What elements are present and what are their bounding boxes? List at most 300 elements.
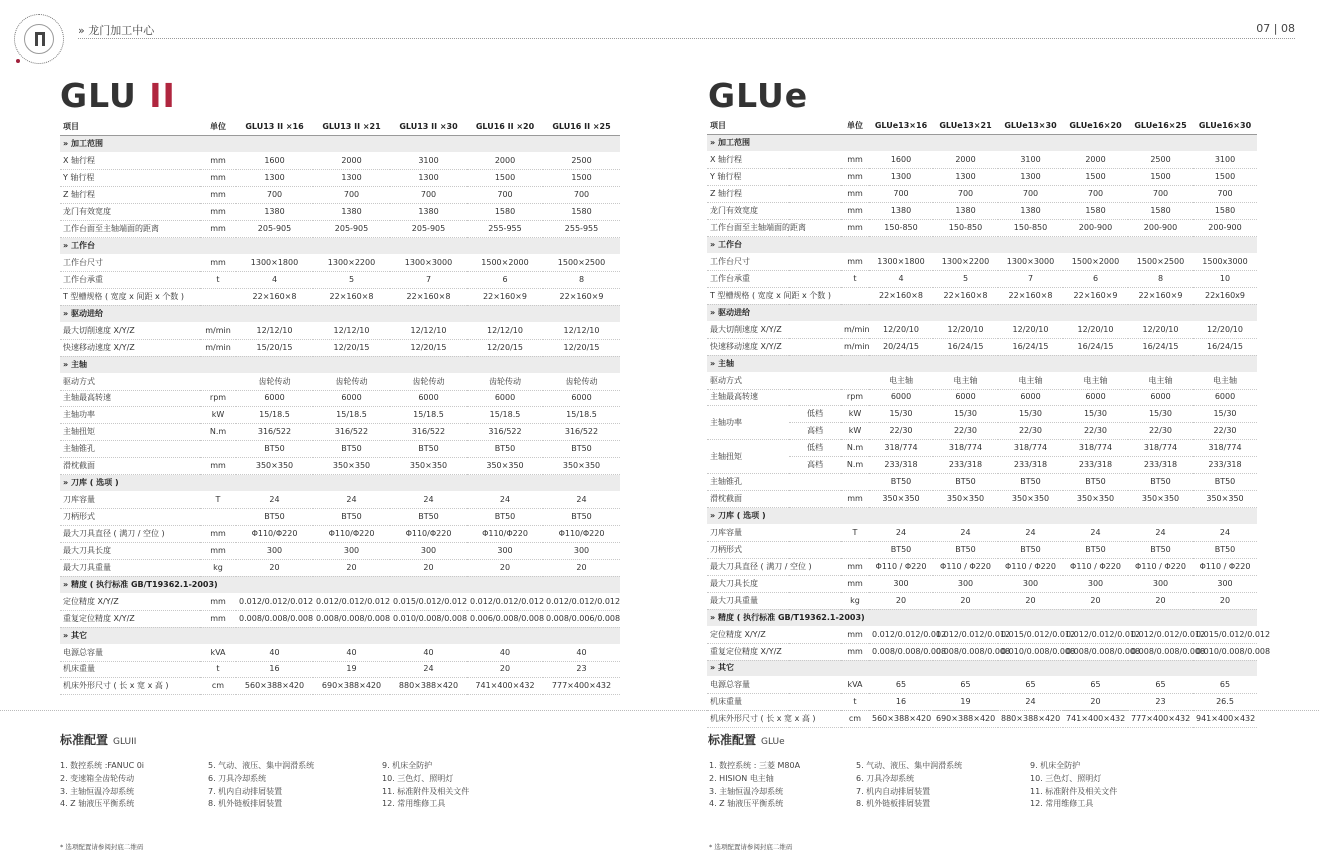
table-cell: 200-900 <box>1128 220 1193 237</box>
table-cell: 电主轴 <box>1128 372 1193 389</box>
section-label: » 精度 ( 执行标准 GB/T19362.1-2003) <box>707 609 1257 626</box>
table-cell: 318/774 <box>933 440 998 457</box>
table-cell: 7 <box>998 270 1063 287</box>
table-cell: 5 <box>933 270 998 287</box>
table-cell: 6000 <box>1128 389 1193 406</box>
table-row <box>707 372 1257 389</box>
table-cell: 6 <box>467 271 543 288</box>
list-item: 10. 三色灯、照明灯 <box>382 773 454 783</box>
company-logo <box>14 14 64 64</box>
table-cell: 233/318 <box>869 457 933 474</box>
table-cell: 24 <box>869 525 933 542</box>
table-cell: 20 <box>390 559 467 576</box>
table-cell: 560×388×420 <box>236 678 313 695</box>
table-cell: Φ110 / Φ220 <box>933 558 998 575</box>
table-cell: 233/318 <box>1063 457 1128 474</box>
table-cell: 1600 <box>869 152 933 169</box>
glu2-spec-table <box>60 119 620 695</box>
table-row <box>707 677 1257 694</box>
table-cell: 300 <box>313 542 390 559</box>
table-cell: 0.008/0.008/0.008 <box>236 610 313 627</box>
table-cell: 6000 <box>933 389 998 406</box>
table-cell: 741×400×432 <box>1063 711 1128 728</box>
table-cell: 1380 <box>933 203 998 220</box>
table-cell: 驱动方式 <box>707 372 841 389</box>
section-label: » 加工范围 <box>707 135 1257 152</box>
table-cell: 233/318 <box>1128 457 1193 474</box>
table-cell: 0.012/0.012/0.012 <box>236 593 313 610</box>
table-cell: t <box>200 271 236 288</box>
table-cell: 最大刀具重量 <box>707 592 841 609</box>
table-cell: Z 轴行程 <box>60 187 200 204</box>
table-cell: 300 <box>543 542 620 559</box>
list-item: 6. 刀具冷却系统 <box>208 773 267 783</box>
table-cell: 40 <box>467 644 543 661</box>
header-cell: GLU13 II ×16 <box>236 119 313 136</box>
section-label: » 其它 <box>707 660 1257 677</box>
table-cell: 700 <box>1128 186 1193 203</box>
table-cell: BT50 <box>313 509 390 526</box>
table-row <box>60 424 620 441</box>
glue-spec-table <box>707 118 1271 728</box>
table-cell: 15/30 <box>1063 406 1128 423</box>
table-cell: 1500 <box>467 170 543 187</box>
table-header-row <box>60 119 620 136</box>
table-cell: 刀柄形式 <box>707 541 841 558</box>
header-cell: GLUe13×16 <box>869 118 933 135</box>
table-cell: 1500 <box>543 170 620 187</box>
table-row <box>707 643 1257 660</box>
table-cell: 777×400×432 <box>1128 711 1193 728</box>
table-cell: 19 <box>313 661 390 678</box>
table-row <box>60 542 620 559</box>
table-cell: t <box>200 661 236 678</box>
list-item: 4. Z 轴液压平衡系统 <box>709 799 784 809</box>
table-cell: 700 <box>236 187 313 204</box>
glu2-standard-config-title <box>60 731 136 748</box>
table-cell: 350×350 <box>869 491 933 508</box>
table-row <box>60 339 620 356</box>
table-cell: 40 <box>236 644 313 661</box>
table-cell: 高档 <box>789 457 841 474</box>
table-cell: kVA <box>200 644 236 661</box>
table-cell: 重复定位精度 X/Y/Z <box>60 610 200 627</box>
table-cell: 65 <box>1063 677 1128 694</box>
table-row <box>60 559 620 576</box>
table-row <box>707 694 1257 711</box>
table-row <box>707 152 1257 169</box>
glu2-std-title: 标准配置 <box>60 733 109 747</box>
table-cell: Y 轴行程 <box>707 169 841 186</box>
table-cell: 工作台面至主轴端面的距离 <box>60 221 200 238</box>
section-label: » 刀库 ( 选项 ) <box>707 508 1257 525</box>
table-cell: 24 <box>1063 525 1128 542</box>
table-cell: 700 <box>313 187 390 204</box>
table-cell: 0.008/0.006/0.008 <box>543 610 620 627</box>
section-label: » 刀库 ( 选项 ) <box>60 475 620 492</box>
glue-std-col-2 <box>856 760 962 811</box>
table-cell: 1300 <box>933 169 998 186</box>
table-cell: 16/24/15 <box>998 338 1063 355</box>
table-cell: T <box>841 525 869 542</box>
table-cell: 16/24/15 <box>933 338 998 355</box>
header-cell: GLUe13×30 <box>998 118 1063 135</box>
table-cell: 1300 <box>998 169 1063 186</box>
table-row <box>707 626 1257 643</box>
table-cell: 1300×2200 <box>313 255 390 272</box>
table-cell: 6000 <box>1193 389 1257 406</box>
table-row <box>60 390 620 407</box>
table-cell: BT50 <box>998 541 1063 558</box>
table-cell: 12/12/10 <box>313 322 390 339</box>
table-cell: 15/18.5 <box>390 407 467 424</box>
table-cell: 205-905 <box>313 221 390 238</box>
table-cell: 12/20/10 <box>933 321 998 338</box>
table-cell: N.m <box>200 424 236 441</box>
table-cell: 0.008/0.008/0.008 <box>869 643 933 660</box>
list-item: 12. 常用维修工具 <box>1030 799 1094 809</box>
table-cell: 4 <box>869 270 933 287</box>
table-cell: kW <box>841 406 869 423</box>
table-cell: 齿轮传动 <box>390 373 467 390</box>
table-cell: 0.012/0.012/0.012 <box>1128 626 1193 643</box>
table-cell: 1300 <box>313 170 390 187</box>
glue-std-title: 标准配置 <box>708 733 757 747</box>
list-item: 9. 机床全防护 <box>1030 761 1081 770</box>
table-cell: kg <box>841 592 869 609</box>
table-cell: 0.010/0.008/0.008 <box>1193 643 1257 660</box>
glue-std-col-3 <box>1030 760 1117 811</box>
list-item: 3. 主轴恒温冷却系统 <box>60 786 135 796</box>
table-cell: 350×350 <box>390 458 467 475</box>
table-row <box>60 644 620 661</box>
table-cell: 电主轴 <box>998 372 1063 389</box>
table-cell: T <box>200 492 236 509</box>
table-cell: 316/522 <box>467 424 543 441</box>
glue-standard-config-title <box>708 731 785 748</box>
header-cell: GLU13 II ×21 <box>313 119 390 136</box>
table-cell: BT50 <box>1193 541 1257 558</box>
table-cell: BT50 <box>933 541 998 558</box>
table-row <box>707 558 1257 575</box>
list-item: 6. 刀具冷却系统 <box>856 773 915 783</box>
table-cell: 0.012/0.012/0.012 <box>467 593 543 610</box>
table-cell: 318/774 <box>1128 440 1193 457</box>
table-cell: 齿轮传动 <box>543 373 620 390</box>
section-label: » 主轴 <box>707 355 1257 372</box>
table-cell: BT50 <box>869 541 933 558</box>
glu2-std-col-3 <box>382 760 469 811</box>
table-cell: 24 <box>236 492 313 509</box>
table-cell: m/min <box>841 321 869 338</box>
table-cell: 16 <box>236 661 313 678</box>
table-cell: mm <box>200 255 236 272</box>
header-cell: GLU16 II ×20 <box>467 119 543 136</box>
table-cell: 1300×3000 <box>390 255 467 272</box>
logo-gantry-icon <box>35 32 45 46</box>
table-cell: t <box>841 694 869 711</box>
section-row <box>60 576 620 593</box>
table-cell: 最大刀具直径 ( 满刀 / 空位 ) <box>707 558 841 575</box>
table-cell: 3100 <box>390 153 467 170</box>
table-cell: 6000 <box>390 390 467 407</box>
table-cell: 15/20/15 <box>236 339 313 356</box>
table-cell: 机床重量 <box>707 694 841 711</box>
table-cell: 205-905 <box>236 221 313 238</box>
table-cell: BT50 <box>467 441 543 458</box>
section-label: » 主轴 <box>60 356 620 373</box>
table-cell: 主轴最高转速 <box>707 389 841 406</box>
table-cell: 20 <box>236 559 313 576</box>
table-cell: 机床外形尺寸 ( 长 x 宽 x 高 ) <box>60 678 200 695</box>
table-cell: BT50 <box>1193 474 1257 491</box>
table-cell: 1500×2000 <box>1063 254 1128 271</box>
table-cell: 龙门有效宽度 <box>707 203 841 220</box>
section-row <box>60 238 620 255</box>
table-row <box>707 592 1257 609</box>
list-item: 8. 机外链板排屑装置 <box>856 799 931 809</box>
table-cell: 8 <box>543 271 620 288</box>
table-cell: X 轴行程 <box>60 153 200 170</box>
section-row <box>707 304 1257 321</box>
table-cell: 电源总容量 <box>707 677 841 694</box>
table-row <box>60 187 620 204</box>
table-row <box>707 254 1257 271</box>
table-cell: 最大切削速度 X/Y/Z <box>707 321 841 338</box>
table-cell: Y 轴行程 <box>60 170 200 187</box>
table-row <box>707 270 1257 287</box>
table-cell: BT50 <box>933 474 998 491</box>
table-cell: 0.008/0.008/0.008 <box>933 643 998 660</box>
table-cell: 15/18.5 <box>236 407 313 424</box>
section-row <box>707 135 1257 152</box>
table-cell: 最大刀具长度 <box>60 542 200 559</box>
table-cell: 941×400×432 <box>1193 711 1257 728</box>
table-cell: 15/30 <box>933 406 998 423</box>
table-cell: mm <box>841 643 869 660</box>
table-cell: 700 <box>1193 186 1257 203</box>
table-cell: 低档 <box>789 406 841 423</box>
table-cell: 12/20/15 <box>467 339 543 356</box>
table-row <box>60 678 620 695</box>
table-cell: 24 <box>1128 525 1193 542</box>
table-cell: Φ110/Φ220 <box>236 526 313 543</box>
table-cell: 26.5 <box>1193 694 1257 711</box>
table-cell: 15/18.5 <box>467 407 543 424</box>
table-cell: 1500x3000 <box>1193 254 1257 271</box>
table-cell: BT50 <box>390 509 467 526</box>
table-cell: 255-955 <box>543 221 620 238</box>
table-cell: 15/30 <box>869 406 933 423</box>
table-cell: 350×350 <box>313 458 390 475</box>
table-cell: 300 <box>1063 575 1128 592</box>
table-cell: 3100 <box>998 152 1063 169</box>
table-cell: m/min <box>200 339 236 356</box>
table-cell: mm <box>200 187 236 204</box>
table-cell: 15/30 <box>998 406 1063 423</box>
table-cell: 300 <box>869 575 933 592</box>
table-row <box>60 322 620 339</box>
section-row <box>60 475 620 492</box>
table-cell: 300 <box>467 542 543 559</box>
table-cell: 12/12/10 <box>467 322 543 339</box>
table-cell: 24 <box>467 492 543 509</box>
table-cell: 15/30 <box>1193 406 1257 423</box>
table-cell: 0.015/0.012/0.012 <box>998 626 1063 643</box>
table-cell: 741×400×432 <box>467 678 543 695</box>
table-cell: 主轴最高转速 <box>60 390 200 407</box>
table-row <box>60 661 620 678</box>
table-row <box>60 204 620 221</box>
section-row <box>707 355 1257 372</box>
table-cell: 24 <box>1193 525 1257 542</box>
list-item: 1. 数控系统 :FANUC 0i <box>60 761 145 770</box>
table-cell: kVA <box>841 677 869 694</box>
header-cell: GLUe16×20 <box>1063 118 1128 135</box>
table-cell: Φ110 / Φ220 <box>1128 558 1193 575</box>
table-cell: 12/20/10 <box>869 321 933 338</box>
table-row <box>707 338 1257 355</box>
table-cell: 22×160×9 <box>543 288 620 305</box>
glu2-footnote: * 选项配置请参阅封底二维码 <box>60 843 144 851</box>
table-cell: 6000 <box>869 389 933 406</box>
table-cell: 200-900 <box>1193 220 1257 237</box>
glu2-title-suffix: II <box>149 76 176 115</box>
glu2-std-model: GLUII <box>113 737 137 747</box>
table-cell: 300 <box>933 575 998 592</box>
table-row <box>707 186 1257 203</box>
table-cell: 1300×2200 <box>933 254 998 271</box>
table-cell: 最大刀具直径 ( 满刀 / 空位 ) <box>60 526 200 543</box>
table-cell: 350×350 <box>236 458 313 475</box>
table-cell: 150-850 <box>869 220 933 237</box>
table-cell: 工作台承重 <box>60 271 200 288</box>
table-cell: 电主轴 <box>869 372 933 389</box>
glue-std-col-1 <box>709 760 800 811</box>
table-row <box>707 406 1257 423</box>
table-cell: 22x160x9 <box>1193 287 1257 304</box>
table-cell: 20 <box>1063 592 1128 609</box>
table-cell: N.m <box>841 440 869 457</box>
table-cell: 电主轴 <box>1193 372 1257 389</box>
table-row <box>60 373 620 390</box>
table-cell: 20 <box>1193 592 1257 609</box>
table-cell: 700 <box>998 186 1063 203</box>
table-cell: t <box>841 270 869 287</box>
table-cell: cm <box>200 678 236 695</box>
table-cell: 316/522 <box>543 424 620 441</box>
table-cell: 22/30 <box>998 423 1063 440</box>
table-cell: 高档 <box>789 423 841 440</box>
section-row <box>60 136 620 153</box>
table-row <box>707 423 1257 440</box>
page-number: 07 | 08 <box>1256 22 1295 35</box>
table-cell: 205-905 <box>390 221 467 238</box>
list-item: 11. 标准附件及相关文件 <box>1030 786 1118 796</box>
table-cell: 2000 <box>1063 152 1128 169</box>
table-cell: 300 <box>236 542 313 559</box>
table-cell: 1580 <box>543 204 620 221</box>
list-item: 7. 机内自动排屑装置 <box>208 786 283 796</box>
table-cell: 200-900 <box>1063 220 1128 237</box>
section-label: » 精度 ( 执行标准 GB/T19362.1-2003) <box>60 576 620 593</box>
header-cell: 单位 <box>200 119 236 136</box>
list-item: 5. 气动、液压、集中润滑系统 <box>208 761 315 770</box>
table-cell: 65 <box>1128 677 1193 694</box>
table-cell: Φ110/Φ220 <box>313 526 390 543</box>
table-cell: 22/30 <box>869 423 933 440</box>
table-cell <box>841 474 869 491</box>
table-cell: Φ110/Φ220 <box>390 526 467 543</box>
table-cell: mm <box>200 204 236 221</box>
table-cell: T 型槽规格 ( 宽度 x 间距 x 个数 ) <box>707 287 841 304</box>
table-cell: m/min <box>200 322 236 339</box>
table-cell: 工作台尺寸 <box>707 254 841 271</box>
table-cell: 22×160×8 <box>998 287 1063 304</box>
table-cell: rpm <box>841 389 869 406</box>
table-row <box>60 441 620 458</box>
table-cell: mm <box>841 152 869 169</box>
table-cell: 233/318 <box>998 457 1063 474</box>
table-cell: BT50 <box>543 441 620 458</box>
table-cell: BT50 <box>1128 541 1193 558</box>
table-cell: Φ110 / Φ220 <box>1193 558 1257 575</box>
table-cell: 777×400×432 <box>543 678 620 695</box>
table-cell: 2000 <box>467 153 543 170</box>
table-cell: 318/774 <box>998 440 1063 457</box>
table-cell: 0.008/0.008/0.008 <box>1063 643 1128 660</box>
table-cell: 0.010/0.008/0.008 <box>998 643 1063 660</box>
table-cell: 40 <box>390 644 467 661</box>
list-item: 3. 主轴恒温冷却系统 <box>709 786 784 796</box>
table-cell: 主轴扭矩 <box>707 440 789 474</box>
table-cell <box>841 541 869 558</box>
table-cell <box>200 509 236 526</box>
table-cell: 0.015/0.012/0.012 <box>390 593 467 610</box>
table-cell: 22×160×8 <box>236 288 313 305</box>
table-cell: 12/20/15 <box>543 339 620 356</box>
table-cell: 1500×2500 <box>543 255 620 272</box>
table-cell: 24 <box>390 492 467 509</box>
table-cell: 16/24/15 <box>1193 338 1257 355</box>
table-cell: 20 <box>1128 592 1193 609</box>
table-cell: 20 <box>869 592 933 609</box>
table-cell: BT50 <box>543 509 620 526</box>
table-cell: 40 <box>543 644 620 661</box>
glue-title: GLUe <box>708 76 809 115</box>
table-cell: 24 <box>933 525 998 542</box>
table-cell: 65 <box>1193 677 1257 694</box>
table-cell: 1300×1800 <box>869 254 933 271</box>
table-cell: mm <box>200 221 236 238</box>
table-cell: 5 <box>313 271 390 288</box>
table-cell: 560×388×420 <box>869 711 933 728</box>
table-row <box>60 271 620 288</box>
table-cell: 880×388×420 <box>390 678 467 695</box>
table-cell: 22×160×8 <box>933 287 998 304</box>
table-cell: 12/20/10 <box>998 321 1063 338</box>
table-cell: 20 <box>998 592 1063 609</box>
section-row <box>707 609 1257 626</box>
table-row <box>60 407 620 424</box>
table-cell: mm <box>200 153 236 170</box>
table-cell: 齿轮传动 <box>313 373 390 390</box>
table-cell: 318/774 <box>1193 440 1257 457</box>
table-cell: 6000 <box>467 390 543 407</box>
table-cell: 65 <box>869 677 933 694</box>
logo-dot <box>16 59 20 63</box>
table-cell: 12/20/10 <box>1193 321 1257 338</box>
